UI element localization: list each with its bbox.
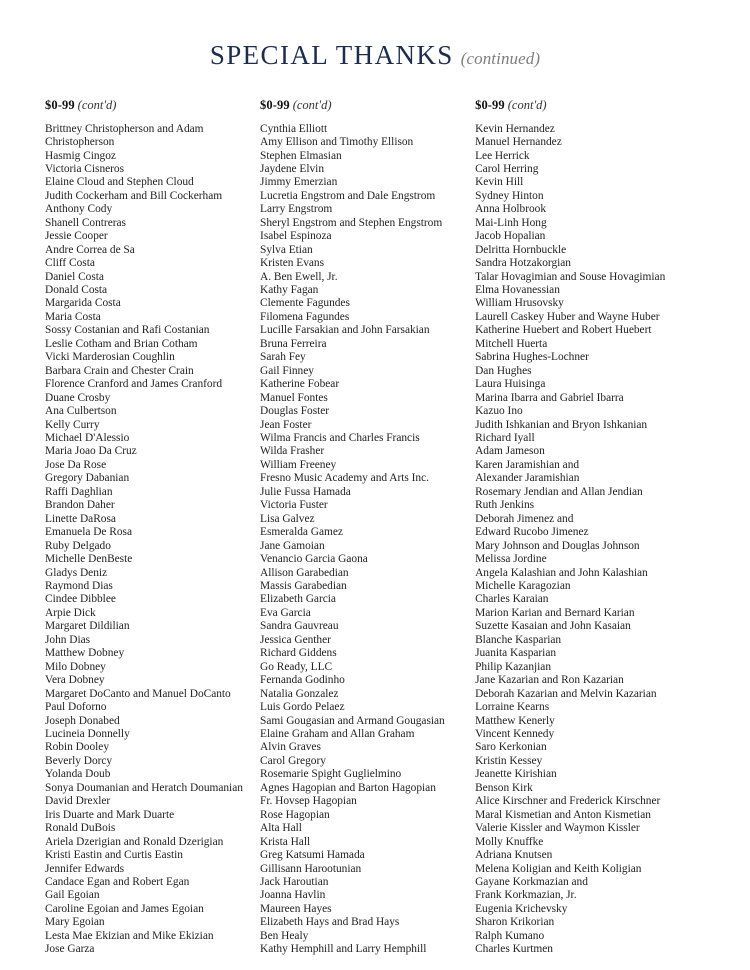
donor-name: Talar Hovagimian and Souse Hovagimian <box>475 270 666 283</box>
donor-name: Valerie Kissler and Waymon Kissler <box>475 822 640 835</box>
donor-name: Mitchell Huerta <box>475 337 548 350</box>
donor-name: Kristen Evans <box>260 257 325 270</box>
donor-name: Sabrina Hughes-Lochner <box>475 351 589 364</box>
donor-name: Melissa Jordine <box>475 553 547 566</box>
donor-name: Rosemarie Spight Guglielmino <box>260 768 402 781</box>
donor-name: Ruby Delgado <box>45 539 111 552</box>
donor-name: Lesta Mae Ekizian and Mike Ekizian <box>45 929 214 942</box>
donor-name: Bruna Ferreira <box>260 337 327 350</box>
donor-name: Kristin Kessey <box>475 754 543 767</box>
donor-name: Kazuo Ino <box>475 405 523 418</box>
donor-name: Elaine Graham and Allan Graham <box>260 727 415 740</box>
donor-name: Cynthia Elliott <box>260 122 328 135</box>
donor-name: Kathy Fagan <box>260 284 319 297</box>
donor-name: Brittney Christopherson and Adam <box>45 122 204 135</box>
donor-name: Sheryl Engstrom and Stephen Engstrom <box>260 216 443 229</box>
donor-name: Saro Kerkonian <box>475 741 547 754</box>
donor-name: Kristi Eastin and Curtis Eastin <box>45 849 183 862</box>
donor-name: Raffi Daghlian <box>45 485 113 498</box>
donor-name: Isabel Espinoza <box>260 230 332 243</box>
donor-name: Marina Ibarra and Gabriel Ibarra <box>475 391 624 404</box>
donor-name: Shanell Contreras <box>45 216 126 229</box>
donor-name: Sonya Doumanian and Heratch Doumanian <box>45 781 243 794</box>
donor-name: Milo Dobney <box>45 660 106 673</box>
donor-name: Juanita Kasparian <box>475 647 557 660</box>
donor-name: Daniel Costa <box>45 270 104 283</box>
donor-name: Fresno Music Academy and Arts Inc. <box>260 472 429 485</box>
donor-name: Stephen Elmasian <box>260 149 342 162</box>
donor-name: Gail Finney <box>260 364 314 377</box>
donor-name: Gladys Deniz <box>45 566 108 579</box>
donor-name: A. Ben Ewell, Jr. <box>260 270 338 283</box>
donor-name: Eugenia Krichevsky <box>475 902 568 915</box>
column-header-3 <box>475 96 710 114</box>
donor-name: Jaydene Elvin <box>260 162 324 175</box>
donor-name: Jean Foster <box>260 418 312 431</box>
donor-columns <box>45 96 710 957</box>
donor-name: Gregory Dabanian <box>45 472 130 485</box>
donor-name: Greg Katsumi Hamada <box>260 849 365 862</box>
donor-name: Sylva Etian <box>260 243 313 256</box>
donor-name: Ben Healy <box>260 929 309 942</box>
donor-name: Candace Egan and Robert Egan <box>45 875 190 888</box>
donor-name: Massis Garabedian <box>260 580 347 592</box>
donor-name: Emanuela De Rosa <box>45 526 132 539</box>
column-header-amount: $0-99 <box>475 98 505 112</box>
donor-name: Cindee Dibblee <box>45 593 116 606</box>
donor-name: Brandon Daher <box>45 499 115 512</box>
donor-column-3 <box>475 96 710 957</box>
donor-name: Jeanette Kirishian <box>475 768 557 781</box>
donor-name: Duane Crosby <box>45 391 111 404</box>
donor-name: Ariela Dzerigian and Ronald Dzerigian <box>45 835 224 848</box>
donor-name: Venancio Garcia Gaona <box>260 553 368 566</box>
donor-name: Matthew Dobney <box>45 647 125 660</box>
donor-name: Carol Gregory <box>260 754 326 767</box>
donor-name: Joanna Havlin <box>260 889 326 902</box>
donor-name: Amy Ellison and Timothy Ellison <box>260 136 414 149</box>
donor-name: Paul Doforno <box>45 701 107 714</box>
donor-name: Manuel Hernandez <box>475 136 562 149</box>
donor-name: Gail Egoian <box>45 889 100 902</box>
donor-column-2 <box>260 96 468 957</box>
donor-name: Jennifer Edwards <box>45 862 125 875</box>
donor-name: Lorraine Kearns <box>475 701 550 714</box>
donor-name: Adriana Knutsen <box>475 849 553 862</box>
donor-name: Michael D'Alessio <box>45 432 130 445</box>
donor-name-list-3 <box>475 123 710 957</box>
donor-name: Vera Dobney <box>45 674 105 687</box>
donor-name: Kevin Hill <box>475 176 524 189</box>
donor-name: Michelle Karagozian <box>475 580 571 592</box>
donor-name: Sami Gougasian and Armand Gougasian <box>260 714 445 727</box>
donor-name: Laura Huisinga <box>475 378 546 391</box>
donor-name: Charles Karaian <box>475 593 549 606</box>
donor-name: Suzette Kasaian and John Kasaian <box>475 620 631 633</box>
donor-name: Lucille Farsakian and John Farsakian <box>260 324 430 337</box>
donor-name: Eva Garcia <box>260 606 311 619</box>
donor-name: Sarah Fey <box>260 351 306 364</box>
donor-name: Anthony Cody <box>45 203 113 216</box>
donor-name: Hasmig Cingoz <box>45 149 116 162</box>
donor-name: Maria Costa <box>45 310 101 323</box>
column-header-1 <box>45 96 253 114</box>
donor-name: Anna Holbrook <box>475 203 547 216</box>
donor-name: Melena Koligian and Keith Koligian <box>475 862 642 875</box>
donor-name: Clemente Fagundes <box>260 297 350 310</box>
donor-name: Julie Fussa Hamada <box>260 485 351 498</box>
donor-name: Judith Ishkanian and Bryon Ishkanian <box>475 418 648 431</box>
donor-name: Blanche Kasparian <box>475 633 562 646</box>
donor-name: Luis Gordo Pelaez <box>260 701 345 714</box>
donor-name: Carol Herring <box>475 162 539 175</box>
donor-name: Jacob Hopalian <box>475 230 546 243</box>
donor-name: Lucretia Engstrom and Dale Engstrom <box>260 189 436 202</box>
donor-name: Vincent Kennedy <box>475 727 555 740</box>
column-header-note: (cont'd) <box>507 98 547 112</box>
donor-name: Vicki Marderosian Coughlin <box>45 351 175 364</box>
donor-name: Go Ready, LLC <box>260 660 333 673</box>
donor-name: Elma Hovanessian <box>475 284 560 297</box>
donor-name: Fr. Hovsep Hagopian <box>260 795 357 808</box>
donor-name: William Freeney <box>260 458 337 471</box>
donor-name: Jessie Cooper <box>45 230 108 243</box>
donor-name: Natalia Gonzalez <box>260 687 339 700</box>
donor-name: Ana Culbertson <box>45 405 117 418</box>
donor-name: Ruth Jenkins <box>475 499 535 512</box>
donor-name: Christopherson <box>45 136 115 149</box>
donor-name: Alice Kirschner and Frederick Kirschner <box>475 795 661 808</box>
donor-name: Lee Herrick <box>475 149 530 162</box>
donor-name: Alvin Graves <box>260 741 321 754</box>
donor-name: Filomena Fagundes <box>260 310 350 323</box>
column-header-note: (cont'd) <box>292 98 332 112</box>
donor-name: Iris Duarte and Mark Duarte <box>45 808 175 821</box>
donor-name: Sossy Costanian and Rafi Costanian <box>45 324 210 337</box>
donor-name: Joseph Donabed <box>45 714 120 727</box>
column-header-amount: $0-99 <box>45 98 75 112</box>
donor-name: Margaret DoCanto and Manuel DoCanto <box>45 687 231 700</box>
donor-name: Rosemary Jendian and Allan Jendian <box>475 485 643 498</box>
donor-column-1 <box>45 96 253 957</box>
donor-name: Sandra Hotzakorgian <box>475 257 571 270</box>
donor-name: Edward Rucobo Jimenez <box>475 526 589 539</box>
donor-name: Angela Kalashian and John Kalashian <box>475 566 648 579</box>
donor-name: Gayane Korkmazian and <box>475 875 588 888</box>
donor-name: Elaine Cloud and Stephen Cloud <box>45 176 194 189</box>
donor-name: Jessica Genther <box>260 633 331 646</box>
donor-name: Michelle DenBeste <box>45 553 133 566</box>
donor-name: Robin Dooley <box>45 741 109 754</box>
donor-name: Sharon Krikorian <box>475 916 555 929</box>
donor-name: Jack Haroutian <box>260 875 329 888</box>
donor-name: Krista Hall <box>260 835 311 848</box>
page-title <box>0 0 750 71</box>
donor-name: Matthew Kenerly <box>475 714 555 727</box>
donor-name: Ronald DuBois <box>45 822 116 835</box>
donor-name: Laurell Caskey Huber and Wayne Huber <box>475 310 660 323</box>
donor-name-list-1 <box>45 123 253 957</box>
donor-name: Karen Jaramishian and <box>475 458 580 471</box>
donor-name: Wilda Frasher <box>260 445 325 458</box>
donor-name: Raymond Dias <box>45 580 113 592</box>
donor-name: Victoria Cisneros <box>45 162 125 175</box>
donor-name: Andre Correa de Sa <box>45 243 135 256</box>
donor-name: Katherine Fobear <box>260 378 340 391</box>
page-title-continued-note: (continued) <box>460 49 541 68</box>
donor-name: Yolanda Doub <box>45 768 111 781</box>
donor-name: Judith Cockerham and Bill Cockerham <box>45 189 223 202</box>
donor-name-list-2 <box>260 123 468 957</box>
donor-name: Esmeralda Gamez <box>260 526 343 539</box>
donor-name: Donald Costa <box>45 284 108 297</box>
donor-name: Frank Korkmazian, Jr. <box>475 889 577 902</box>
donor-name: Margarida Costa <box>45 297 121 310</box>
donor-name: Maral Kismetian and Anton Kismetian <box>475 808 651 821</box>
donor-name: Arpie Dick <box>45 606 96 619</box>
donor-name: Deborah Kazarian and Melvin Kazarian <box>475 687 657 700</box>
donor-name: Jane Gamoian <box>260 539 325 552</box>
donor-name: Deborah Jimenez and <box>475 512 574 525</box>
donor-name: Richard Iyall <box>475 432 535 445</box>
donor-name: Larry Engstrom <box>260 203 333 216</box>
donor-name: Linette DaRosa <box>45 512 116 525</box>
donor-name: Gillisann Harootunian <box>260 862 362 875</box>
donor-name: Mary Johnson and Douglas Johnson <box>475 539 640 552</box>
donor-name: Caroline Egoian and James Egoian <box>45 902 204 915</box>
donor-name: Alta Hall <box>260 822 302 835</box>
donor-name: Maria Joao Da Cruz <box>45 445 137 458</box>
donor-name: Lucineia Donnelly <box>45 727 130 740</box>
donor-name: Mary Egoian <box>45 916 105 929</box>
donor-name: Delritta Hornbuckle <box>475 243 567 256</box>
donor-name: Douglas Foster <box>260 405 330 418</box>
donor-name: Dan Hughes <box>475 364 532 377</box>
donor-name: Sydney Hinton <box>475 189 544 202</box>
donor-name: Maureen Hayes <box>260 902 332 915</box>
donor-name: William Hrusovsky <box>475 297 564 310</box>
donor-name: Charles Kurtmen <box>475 943 553 956</box>
page-title-line <box>210 40 540 71</box>
donor-name: Leslie Cotham and Brian Cotham <box>45 337 198 350</box>
donor-name: Jane Kazarian and Ron Kazarian <box>475 674 624 687</box>
donor-name: Manuel Fontes <box>260 391 328 404</box>
donor-name: Fernanda Godinho <box>260 674 345 687</box>
donor-name: Lisa Galvez <box>260 512 315 525</box>
donor-name: Elizabeth Garcia <box>260 593 336 606</box>
donor-name: Beverly Dorcy <box>45 754 113 767</box>
donor-name: Philip Kazanjian <box>475 660 552 673</box>
donor-name: Mai-Linh Hong <box>475 216 547 229</box>
donor-name: Elizabeth Hays and Brad Hays <box>260 916 400 929</box>
donor-name: Molly Knuffke <box>475 835 544 848</box>
donor-name: David Drexler <box>45 795 111 808</box>
column-header-2 <box>260 96 468 114</box>
donor-name: Florence Cranford and James Cranford <box>45 378 223 391</box>
donor-name: Margaret Dildilian <box>45 620 130 633</box>
donor-name: Jimmy Emerzian <box>260 176 338 189</box>
donor-name: Barbara Crain and Chester Crain <box>45 364 194 377</box>
donor-name: Agnes Hagopian and Barton Hagopian <box>260 781 436 794</box>
donor-name: Jose Da Rose <box>45 458 107 471</box>
page-title-main: SPECIAL THANKS <box>209 40 454 70</box>
column-header-amount: $0-99 <box>260 98 290 112</box>
donor-name: Adam Jameson <box>475 445 545 458</box>
donor-name: Kelly Curry <box>45 418 100 431</box>
donor-name: John Dias <box>45 633 91 646</box>
donor-name: Marion Karian and Bernard Karian <box>475 606 635 619</box>
donor-name: Rose Hagopian <box>260 808 330 821</box>
donor-name: Ralph Kumano <box>475 929 545 942</box>
donor-name: Allison Garabedian <box>260 566 349 579</box>
donor-name: Victoria Fuster <box>260 499 328 512</box>
donor-name: Kevin Hernandez <box>475 122 555 135</box>
donor-name: Cliff Costa <box>45 257 95 270</box>
column-header-note: (cont'd) <box>77 98 117 112</box>
donor-name: Wilma Francis and Charles Francis <box>260 432 420 445</box>
donor-name: Alexander Jaramishian <box>475 472 580 485</box>
donor-name: Katherine Huebert and Robert Huebert <box>475 324 652 337</box>
donor-name: Richard Giddens <box>260 647 337 660</box>
donor-name: Sandra Gauvreau <box>260 620 339 633</box>
donor-name: Jose Garza <box>45 943 95 956</box>
donor-name: Benson Kirk <box>475 781 533 794</box>
donor-name: Kathy Hemphill and Larry Hemphill <box>260 943 427 956</box>
